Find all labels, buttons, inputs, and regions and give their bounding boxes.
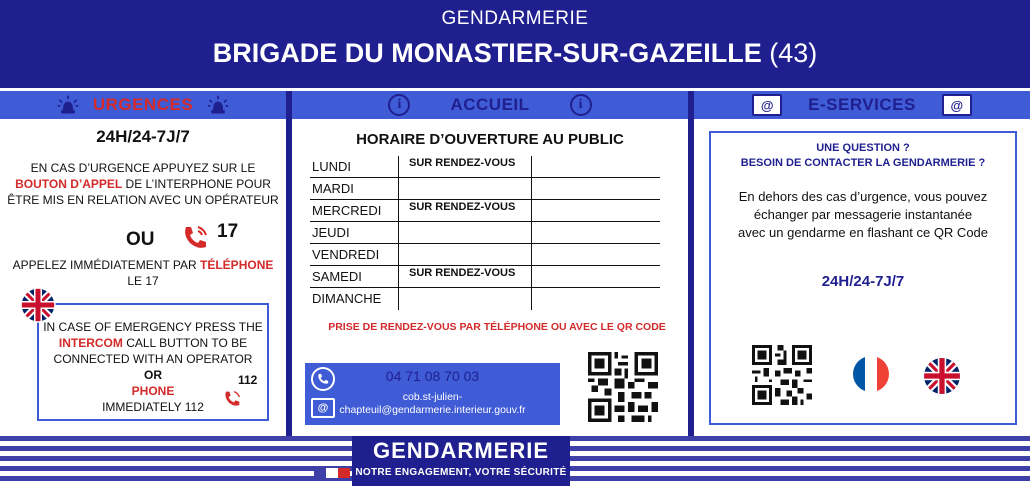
uk-flag-icon [20,287,56,323]
emergency-number-112: 112 [238,373,258,387]
text-line [0,176,286,192]
hours-cell: SUR RENDEZ-VOUS [398,266,531,287]
text-line: échanger par messagerie instantanée [753,207,973,222]
footer-brand: GENDARMERIE [372,438,549,463]
text-line: cob.st-julien- [402,391,463,403]
text-line: UNE QUESTION ? [816,142,910,154]
day-cell: DIMANCHE [312,291,382,306]
schedule-title: HORAIRE D’OUVERTURE AU PUBLIC [356,131,624,148]
urgences-hours: 24H/24-7J/7 [96,127,190,146]
france-flag-icon[interactable] [852,355,890,393]
text-line [0,257,286,273]
table-row [310,222,660,244]
eservices-description [711,188,1015,242]
phone-number[interactable]: 04 71 08 70 03 [385,368,480,384]
table-row [310,244,660,266]
eservices-hours: 24H/24-7J/7 [821,273,905,290]
urgences-header [0,91,286,119]
phone-ringing-icon [180,223,210,253]
computer-icon: @ [942,94,972,116]
table-row [310,288,660,310]
accueil-title: ACCUEIL [450,95,530,114]
empty-cell [531,178,658,199]
hours-cell [398,178,531,199]
brigade-name: BRIGADE DU MONASTIER-SUR-GAZEILLE [212,38,762,68]
qr-code[interactable] [588,352,658,422]
table-row [310,200,660,222]
table-row [310,156,660,178]
hours-cell: SUR RENDEZ-VOUS [398,200,531,221]
text-line [37,335,269,351]
text-line: En dehors des cas d’urgence, vous pouvez [738,189,988,204]
table-row [310,266,660,288]
emergency-number-17: 17 [217,221,239,242]
empty-cell [531,266,658,287]
text-fragment: APPELEZ IMMÉDIATEMENT PAR [12,258,201,272]
accueil-header [292,91,688,119]
question-heading [711,141,1015,171]
phone-ringing-icon [222,389,242,409]
info-icon: i [388,94,410,116]
urgences-title: URGENCES [92,95,194,114]
text-fragment: CALL BUTTON TO BE [122,336,248,350]
eservices-title: E-SERVICES [808,95,916,114]
department-number: (43) [769,38,818,68]
urgences-panel [0,119,286,436]
text-line: EN CAS D’URGENCE APPUYEZ SUR LE [30,161,256,175]
contact-box [305,363,560,425]
siren-icon [57,94,79,116]
text-line: IN CASE OF EMERGENCY PRESS THE [43,320,263,334]
french-tricolor [314,468,350,478]
day-cell: LUNDI [312,159,352,174]
header [0,0,1030,88]
text-line: IMMEDIATELY 112 [102,400,204,414]
day-cell: MARDI [312,181,354,196]
red-highlight: PHONE [131,384,175,398]
empty-cell [531,288,658,310]
header-subtitle: GENDARMERIE [441,8,589,29]
text-line: BESOIN DE CONTACTER LA GENDARMERIE ? [740,157,986,169]
empty-cell [531,244,658,265]
day-cell: MERCREDI [312,203,382,218]
qr-code[interactable] [752,345,812,405]
red-highlight: TÉLÉPHONE [200,258,274,272]
phone-instructions [0,257,286,289]
footer-slogan: NOTRE ENGAGEMENT, VOTRE SÉCURITÉ [355,467,567,478]
text-fragment: DE L’INTERPHONE POUR [122,177,271,191]
info-icon: i [570,94,592,116]
column-divider [688,91,694,436]
red-highlight: BOUTON D’APPEL [15,177,123,191]
table-row [310,178,660,200]
text-line: CONNECTED WITH AN OPERATOR [53,352,253,366]
day-cell: SAMEDI [312,269,362,284]
empty-cell [531,200,658,221]
uk-flag-icon[interactable] [923,357,961,395]
hours-cell [398,222,531,243]
siren-icon [207,94,229,116]
hours-cell [398,288,531,310]
eservices-header [694,91,1030,119]
email-address[interactable] [305,391,560,417]
day-cell: JEUDI [312,225,350,240]
hours-cell: SUR RENDEZ-VOUS [398,156,531,177]
day-cell: VENDREDI [312,247,380,262]
empty-cell [531,222,658,243]
email-icon: @ [311,398,335,418]
computer-icon: @ [752,94,782,116]
hours-cell [398,244,531,265]
schedule-table [310,156,660,310]
text-line: chapteuil@gendarmerie.interieur.gouv.fr [339,404,526,416]
footer-logo [352,436,570,486]
appointment-note: PRISE DE RENDEZ-VOUS PAR TÉLÉPHONE OU AVEC LE QR CODE [328,321,666,333]
empty-cell [531,156,658,177]
red-highlight: INTERCOM [58,336,123,350]
page-title [0,38,1030,69]
text-line: OR [144,368,162,382]
urgences-instructions [0,160,286,208]
text-line: LE 17 [127,274,159,288]
text-line: ÊTRE MIS EN RELATION AVEC UN OPÉRATEUR [7,193,279,207]
ou-label: OU [126,229,155,250]
text-line: avec un gendarme en flashant ce QR Code [737,225,989,240]
